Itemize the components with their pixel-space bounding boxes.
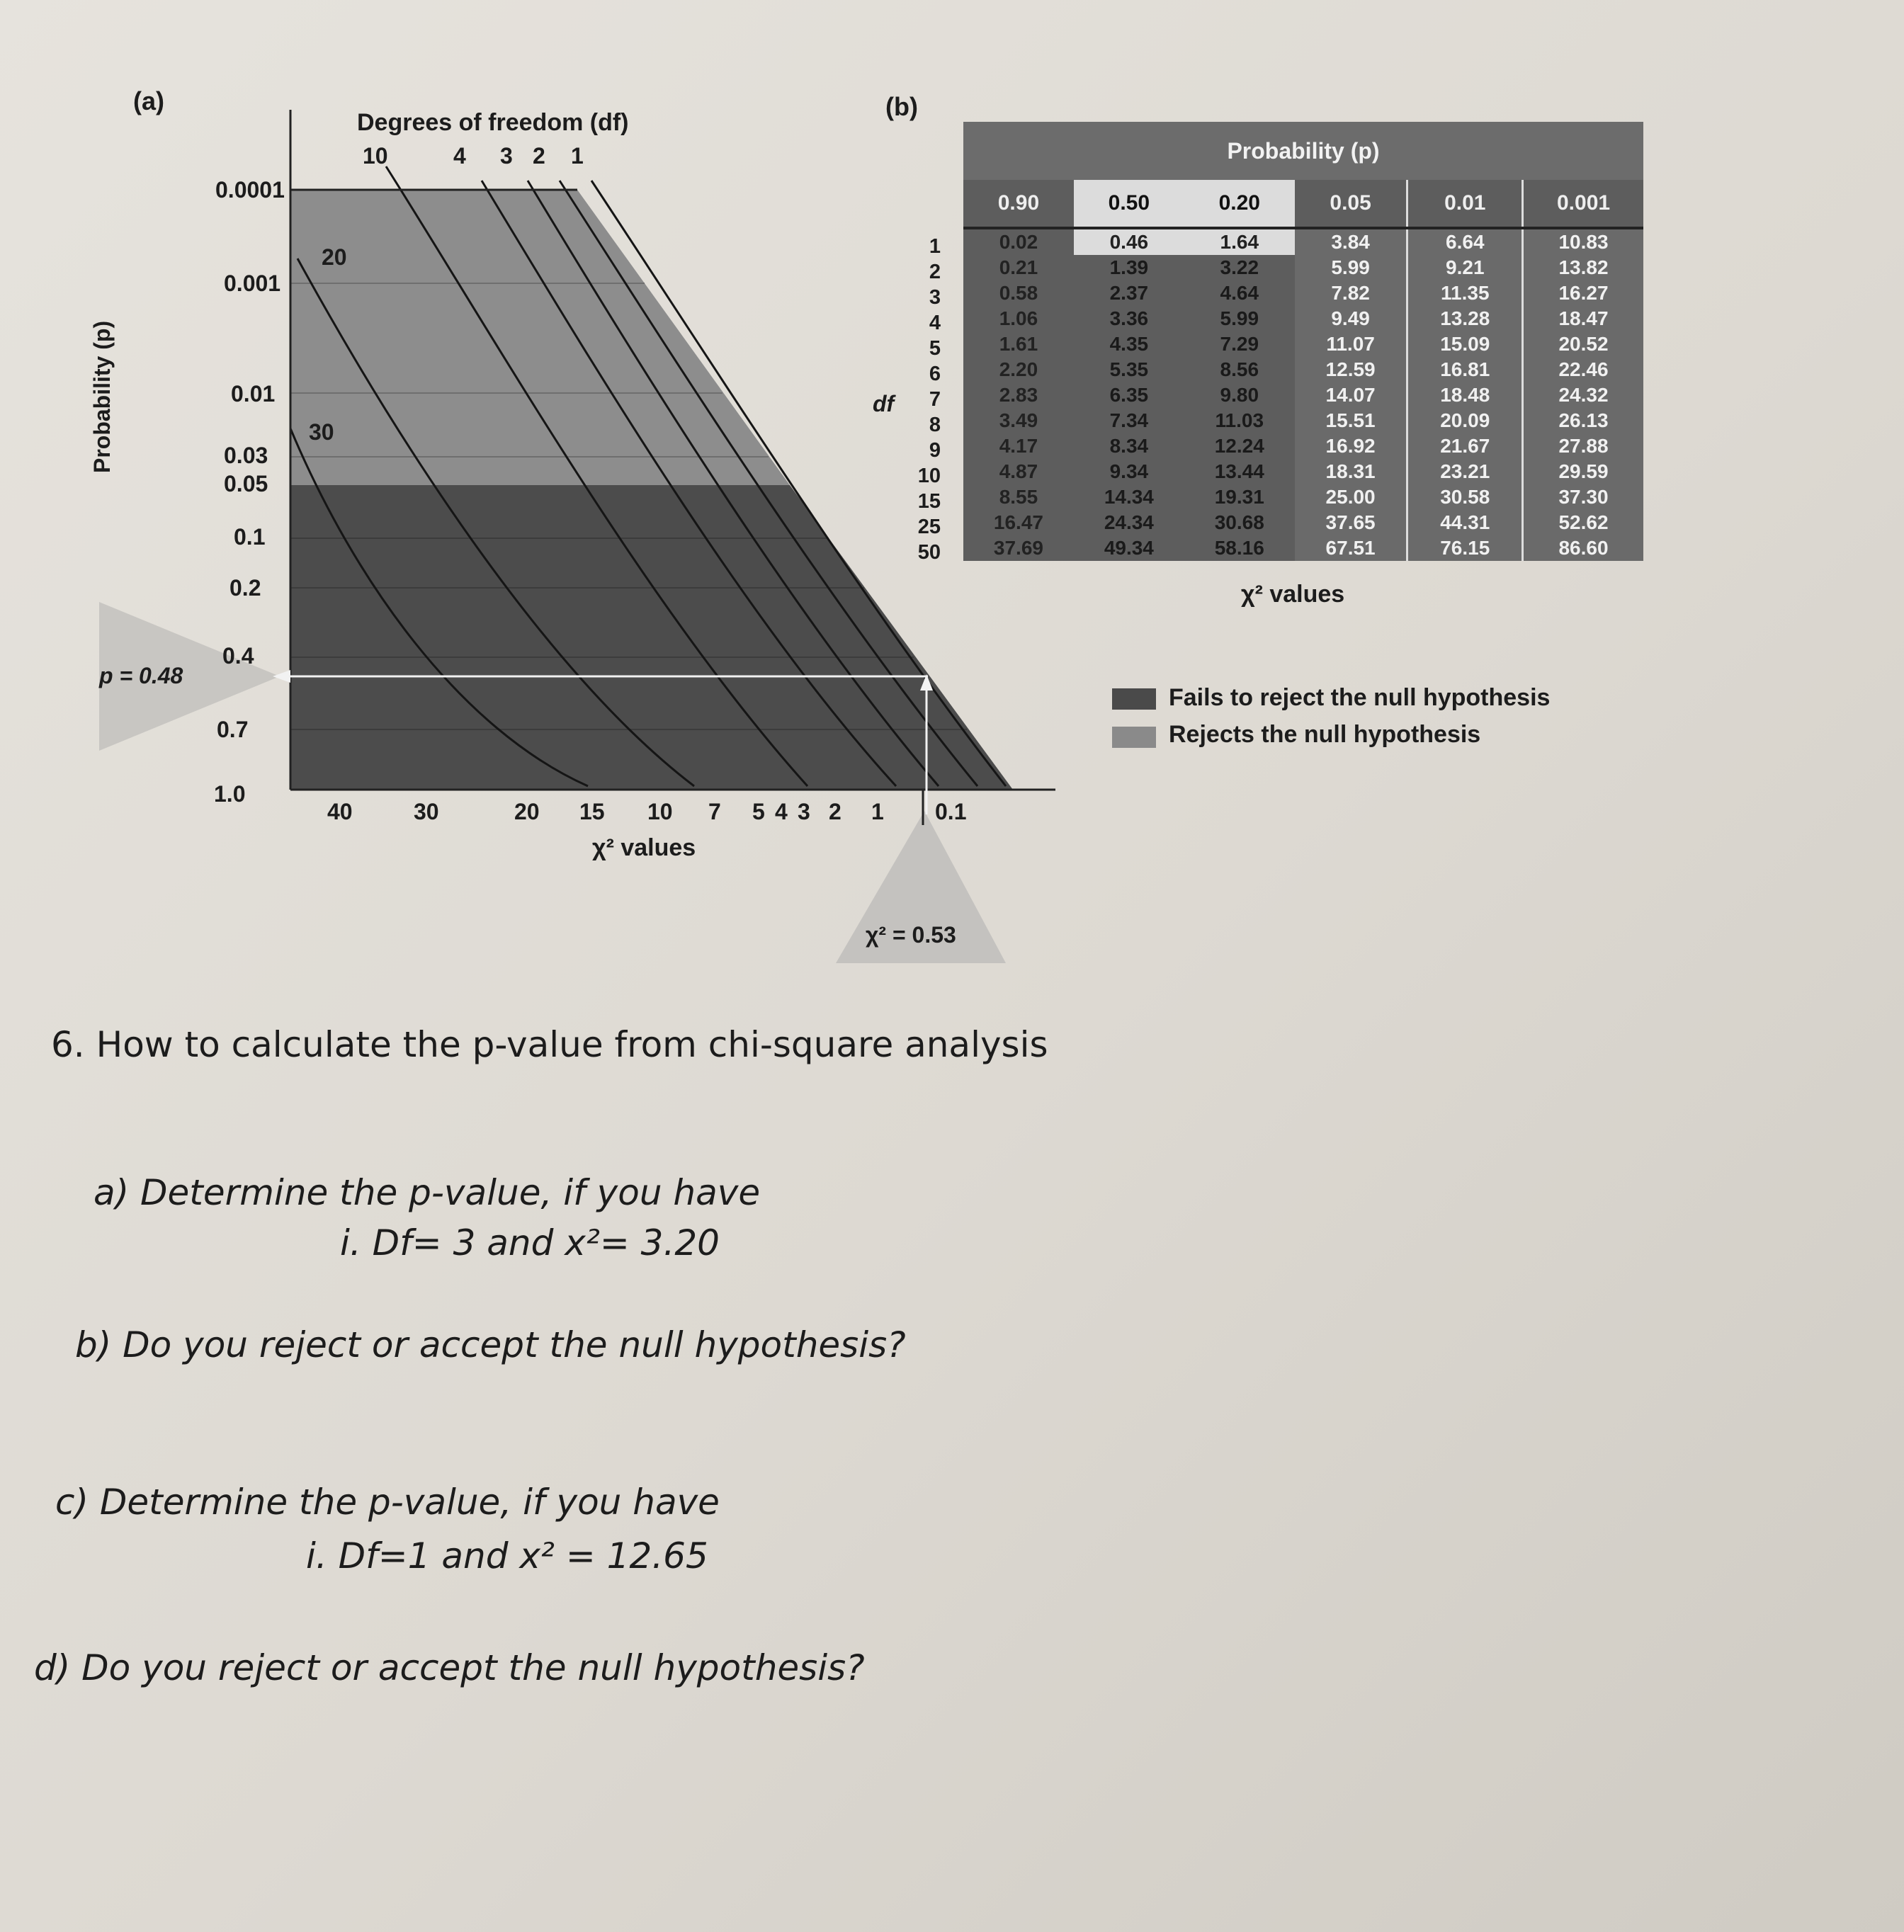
table-cell: 18.47 <box>1523 306 1643 331</box>
df-value: 6 <box>929 363 941 385</box>
y-tick: 0.2 <box>230 575 261 601</box>
table-cell: 8.34 <box>1074 433 1184 459</box>
y-tick: 0.0001 <box>215 177 285 203</box>
table-row <box>963 510 1643 535</box>
table-cell: 5.99 <box>1295 255 1407 280</box>
table-cell: 5.35 <box>1074 357 1184 382</box>
table-cell: 12.24 <box>1184 433 1295 459</box>
df-value: 2 <box>929 261 941 283</box>
table-cell: 16.27 <box>1523 280 1643 306</box>
p-annotation: p = 0.48 <box>99 663 183 688</box>
table-cell: 0.02 <box>963 228 1074 255</box>
table-cell: 37.30 <box>1523 484 1643 510</box>
table-cell: 37.69 <box>963 535 1074 561</box>
x-tick: 15 <box>579 799 605 824</box>
table-row <box>963 228 1643 255</box>
y-tick: 1.0 <box>214 781 246 807</box>
y-tick: 0.01 <box>231 381 276 407</box>
x-tick: 5 <box>752 799 765 824</box>
y-axis-title: Probability (p) <box>89 320 115 473</box>
y-tick: 0.03 <box>224 443 268 468</box>
table-cell: 8.55 <box>963 484 1074 510</box>
df-value: 10 <box>917 465 941 487</box>
col-header: 0.05 <box>1295 180 1407 228</box>
table-cell: 8.56 <box>1184 357 1295 382</box>
df-top-label: 4 <box>453 143 466 169</box>
table-cell: 29.59 <box>1523 459 1643 484</box>
table-cell: 26.13 <box>1523 408 1643 433</box>
table-cell: 14.07 <box>1295 382 1407 408</box>
col-header: 0.50 <box>1074 180 1184 228</box>
legend-reject-label: Rejects the null hypothesis <box>1169 721 1481 748</box>
table-cell: 4.64 <box>1184 280 1295 306</box>
question-b: b) Do you reject or accept the null hypothesis? <box>75 1324 906 1365</box>
table-cell: 16.47 <box>963 510 1074 535</box>
table-cell: 13.28 <box>1407 306 1523 331</box>
col-header: 0.01 <box>1407 180 1523 228</box>
col-header: 0.001 <box>1523 180 1643 228</box>
table-cell: 30.68 <box>1184 510 1295 535</box>
y-tick: 0.4 <box>222 643 254 669</box>
table-cell: 76.15 <box>1407 535 1523 561</box>
table-cell: 22.46 <box>1523 357 1643 382</box>
df-value: 1 <box>929 235 941 258</box>
table-cell: 18.48 <box>1407 382 1523 408</box>
y-tick: 0.05 <box>224 471 268 496</box>
table-row <box>963 357 1643 382</box>
legend-fail-label: Fails to reject the null hypothesis <box>1169 684 1551 711</box>
legend-fail-swatch <box>1112 688 1156 710</box>
x-axis-title: χ² values <box>592 834 696 861</box>
question-c: c) Determine the p-value, if you have <box>55 1482 720 1523</box>
table-cell: 11.07 <box>1295 331 1407 357</box>
question-c-i: i. Df=1 and x² = 12.65 <box>306 1535 708 1576</box>
df-label: df <box>873 391 895 416</box>
table-cell: 3.36 <box>1074 306 1184 331</box>
table-row <box>963 280 1643 306</box>
x-tick: 0.1 <box>935 799 967 824</box>
table-cell: 0.46 <box>1074 228 1184 255</box>
p-readoff-arrow <box>273 670 290 683</box>
df-top-label: 3 <box>500 143 513 169</box>
df-value: 5 <box>929 337 941 360</box>
table-cell: 4.17 <box>963 433 1074 459</box>
df-top-label: 1 <box>571 143 584 169</box>
table-cell: 5.99 <box>1184 306 1295 331</box>
table-cell: 15.51 <box>1295 408 1407 433</box>
table-cell: 67.51 <box>1295 535 1407 561</box>
table-cell: 9.34 <box>1074 459 1184 484</box>
df-value: 4 <box>929 312 941 334</box>
panel-label-a: (a) <box>133 86 164 115</box>
table-cell: 25.00 <box>1295 484 1407 510</box>
table-cell: 27.88 <box>1523 433 1643 459</box>
table-row <box>963 433 1643 459</box>
question-a-i: i. Df= 3 and x²= 3.20 <box>340 1222 720 1263</box>
x-tick: 30 <box>414 799 439 824</box>
table-cell: 4.87 <box>963 459 1074 484</box>
chi-annotation: χ² = 0.53 <box>866 922 956 948</box>
chi-square-nomogram <box>0 0 1062 991</box>
table-cell: 24.34 <box>1074 510 1184 535</box>
y-tick: 0.001 <box>224 271 281 296</box>
df-value: 9 <box>929 439 941 462</box>
table-cell: 3.22 <box>1184 255 1295 280</box>
table-cell: 13.82 <box>1523 255 1643 280</box>
df-axis-title: Degrees of freedom (df) <box>357 109 629 136</box>
df-value: 3 <box>929 286 941 309</box>
question-a: a) Determine the p-value, if you have <box>94 1172 761 1213</box>
table-footer: χ² values <box>1241 581 1345 608</box>
table-cell: 18.31 <box>1295 459 1407 484</box>
table-cell: 0.21 <box>963 255 1074 280</box>
table-cell: 12.59 <box>1295 357 1407 382</box>
df-value: 25 <box>917 516 941 538</box>
table-cell: 7.82 <box>1295 280 1407 306</box>
table-cell: 21.67 <box>1407 433 1523 459</box>
chi-square-table <box>963 122 1643 561</box>
panel-label-b: (b) <box>885 92 918 121</box>
table-cell: 13.44 <box>1184 459 1295 484</box>
table-cell: 1.61 <box>963 331 1074 357</box>
table-cell: 2.83 <box>963 382 1074 408</box>
table-row <box>963 459 1643 484</box>
table-cell: 20.52 <box>1523 331 1643 357</box>
table-row <box>963 484 1643 510</box>
table-cell: 0.58 <box>963 280 1074 306</box>
table-cell: 9.80 <box>1184 382 1295 408</box>
x-tick: 10 <box>647 799 673 824</box>
question-heading: 6. How to calculate the p-value from chi-square analysis <box>51 1024 1048 1065</box>
table-cell: 2.37 <box>1074 280 1184 306</box>
table-cell: 4.35 <box>1074 331 1184 357</box>
table-cell: 24.32 <box>1523 382 1643 408</box>
table-cell: 44.31 <box>1407 510 1523 535</box>
df-value: 8 <box>929 414 941 436</box>
df-top-label: 2 <box>533 143 545 169</box>
inner-df-label: 20 <box>322 244 347 270</box>
x-tick: 20 <box>514 799 540 824</box>
probability-header: Probability (p) <box>963 122 1643 180</box>
table-cell: 49.34 <box>1074 535 1184 561</box>
x-tick: 3 <box>798 799 810 824</box>
table-cell: 11.03 <box>1184 408 1295 433</box>
table-row <box>963 382 1643 408</box>
table-cell: 20.09 <box>1407 408 1523 433</box>
table-cell: 37.65 <box>1295 510 1407 535</box>
table-row <box>963 255 1643 280</box>
reject-region <box>290 190 790 485</box>
table-cell: 86.60 <box>1523 535 1643 561</box>
table-row <box>963 306 1643 331</box>
table-row <box>963 331 1643 357</box>
table-row <box>963 408 1643 433</box>
col-header: 0.20 <box>1184 180 1295 228</box>
df-value: 15 <box>917 490 941 513</box>
table-cell: 58.16 <box>1184 535 1295 561</box>
table-cell: 1.39 <box>1074 255 1184 280</box>
x-tick: 2 <box>829 799 842 824</box>
y-tick: 0.1 <box>234 524 266 550</box>
table-cell: 10.83 <box>1523 228 1643 255</box>
table-cell: 16.92 <box>1295 433 1407 459</box>
table-cell: 1.64 <box>1184 228 1295 255</box>
table-cell: 7.34 <box>1074 408 1184 433</box>
table-cell: 52.62 <box>1523 510 1643 535</box>
table-cell: 2.20 <box>963 357 1074 382</box>
table-cell: 23.21 <box>1407 459 1523 484</box>
table-cell: 15.09 <box>1407 331 1523 357</box>
table-cell: 1.06 <box>963 306 1074 331</box>
x-tick: 4 <box>775 799 788 824</box>
table-cell: 3.49 <box>963 408 1074 433</box>
table-row <box>963 535 1643 561</box>
table-cell: 9.49 <box>1295 306 1407 331</box>
table-cell: 3.84 <box>1295 228 1407 255</box>
x-tick: 7 <box>708 799 721 824</box>
y-tick: 0.7 <box>217 717 249 742</box>
x-tick: 1 <box>871 799 884 824</box>
table-cell: 6.35 <box>1074 382 1184 408</box>
table-cell: 16.81 <box>1407 357 1523 382</box>
df-top-label: 10 <box>363 143 388 169</box>
df-column <box>912 234 941 565</box>
table-cell: 9.21 <box>1407 255 1523 280</box>
table-cell: 11.35 <box>1407 280 1523 306</box>
table-cell: 30.58 <box>1407 484 1523 510</box>
table-cell: 7.29 <box>1184 331 1295 357</box>
table-cell: 19.31 <box>1184 484 1295 510</box>
df-value: 50 <box>917 541 941 564</box>
x-tick: 40 <box>327 799 353 824</box>
df-value: 7 <box>929 388 941 411</box>
table-cell: 14.34 <box>1074 484 1184 510</box>
question-d: d) Do you reject or accept the null hypothesis? <box>34 1647 865 1688</box>
col-header: 0.90 <box>963 180 1074 228</box>
table-cell: 6.64 <box>1407 228 1523 255</box>
inner-df-label: 30 <box>309 419 334 445</box>
legend-reject-swatch <box>1112 727 1156 748</box>
